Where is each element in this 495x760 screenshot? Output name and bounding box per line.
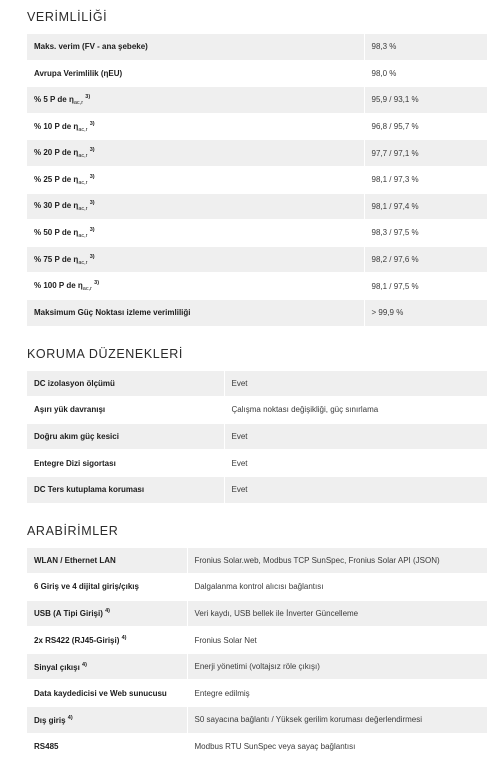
label-subscript: ac,r: [78, 233, 87, 239]
spec-value: Fronius Solar Net: [187, 627, 487, 654]
table-row: [27, 733, 487, 760]
label-text: USB (A Tipi Girişi): [34, 609, 105, 618]
spec-value: > 99,9 %: [364, 299, 487, 326]
spec-value: 98,1 / 97,3 %: [364, 166, 487, 193]
table-row: [27, 653, 487, 680]
spec-table-protection: [27, 371, 487, 504]
table-row: [27, 397, 487, 424]
spec-value: Evet: [224, 476, 487, 503]
table-row: [27, 423, 487, 450]
label-subscript: ac,r: [78, 153, 87, 159]
footnote-ref: 3): [85, 94, 90, 100]
spec-value: 97,7 / 97,1 %: [364, 140, 487, 167]
footnote-ref: 4): [82, 662, 87, 668]
footnote-ref: 3): [90, 227, 95, 233]
spec-label: Doğru akım güç kesici: [27, 423, 224, 450]
section-protection: [0, 327, 495, 504]
spec-label: Avrupa Verimlilik (ηEU): [27, 60, 364, 87]
spec-label: [27, 600, 187, 627]
spec-label: Data kaydedicisi ve Web sunucusu: [27, 680, 187, 707]
spec-value: 98,1 / 97,4 %: [364, 193, 487, 220]
spec-label: [27, 87, 364, 114]
label-text: Sinyal çıkışı: [34, 663, 82, 672]
section-title: KORUMA DÜZENEKLERİ: [27, 347, 495, 361]
spec-label: [27, 113, 364, 140]
table-row: [27, 166, 487, 193]
footnote-ref: 3): [90, 174, 95, 180]
table-row: [27, 246, 487, 273]
spec-label: [27, 627, 187, 654]
footnote-ref: 4): [68, 715, 73, 721]
footnote-ref: 3): [90, 121, 95, 127]
table-row: [27, 476, 487, 503]
spec-value: 96,8 / 95,7 %: [364, 113, 487, 140]
spec-label: WLAN / Ethernet LAN: [27, 548, 187, 574]
spec-label: [27, 246, 364, 273]
spec-value: Fronius Solar.web, Modbus TCP SunSpec, Fronius Solar API (JSON): [187, 548, 487, 574]
spec-label: [27, 140, 364, 167]
spec-value: 98,3 %: [364, 34, 487, 60]
label-subscript: ac,r: [78, 127, 87, 133]
spec-value: Çalışma noktası değişikliği, güç sınırlama: [224, 397, 487, 424]
table-row: [27, 627, 487, 654]
spec-label: [27, 193, 364, 220]
spec-value: 98,1 / 97,5 %: [364, 273, 487, 300]
section-title: ARABİRİMLER: [27, 524, 495, 538]
footnote-ref: 4): [105, 608, 110, 614]
spec-label: Aşırı yük davranışı: [27, 397, 224, 424]
label-subscript: ac,r: [78, 206, 87, 212]
spec-label: DC izolasyon ölçümü: [27, 371, 224, 397]
label-text: % 100 P de η: [34, 281, 83, 290]
spec-label: [27, 707, 187, 734]
spec-value: 95,9 / 93,1 %: [364, 87, 487, 114]
table-row: [27, 87, 487, 114]
table-row: [27, 680, 487, 707]
label-text: % 30 P de η: [34, 201, 78, 210]
footnote-ref: 3): [94, 280, 99, 286]
spec-value: Evet: [224, 371, 487, 397]
spec-table-interfaces: [27, 548, 487, 760]
spec-value: Enerji yönetimi (voltajsız röle çıkışı): [187, 653, 487, 680]
label-text: % 50 P de η: [34, 228, 78, 237]
table-row: [27, 140, 487, 167]
table-row: [27, 299, 487, 326]
label-text: % 5 P de η: [34, 95, 74, 104]
label-subscript: ac,r: [74, 100, 83, 106]
table-row: [27, 60, 487, 87]
spec-value: Dalgalanma kontrol alıcısı bağlantısı: [187, 574, 487, 601]
spec-value: Evet: [224, 450, 487, 477]
table-row: [27, 707, 487, 734]
table-row: [27, 371, 487, 397]
label-text: % 10 P de η: [34, 122, 78, 131]
spec-label: Entegre Dizi sigortası: [27, 450, 224, 477]
spec-value: 98,0 %: [364, 60, 487, 87]
spec-label: [27, 220, 364, 247]
label-text: % 20 P de η: [34, 148, 78, 157]
table-row: [27, 113, 487, 140]
spec-label: Maksimum Güç Noktası izleme verimliliği: [27, 299, 364, 326]
spec-label: 6 Giriş ve 4 dijital giriş/çıkış: [27, 574, 187, 601]
table-row: [27, 34, 487, 60]
section-title: VERİMLİLİĞİ: [27, 10, 495, 24]
table-row: [27, 600, 487, 627]
table-row: [27, 548, 487, 574]
spec-table-efficiency: [27, 34, 487, 327]
table-row: [27, 273, 487, 300]
spec-value: Entegre edilmiş: [187, 680, 487, 707]
label-text: Dış giriş: [34, 716, 68, 725]
spec-label: RS485: [27, 733, 187, 760]
footnote-ref: 3): [90, 254, 95, 260]
spec-value: Modbus RTU SunSpec veya sayaç bağlantısı: [187, 733, 487, 760]
table-row: [27, 450, 487, 477]
label-text: 2x RS422 (RJ45-Girişi): [34, 636, 122, 645]
label-text: % 25 P de η: [34, 175, 78, 184]
spec-label: [27, 653, 187, 680]
section-interfaces: [0, 504, 495, 760]
spec-label: [27, 166, 364, 193]
spec-value: S0 sayacına bağlantı / Yüksek gerilim koruması değerlendirmesi: [187, 707, 487, 734]
footnote-ref: 4): [122, 635, 127, 641]
spec-value: 98,3 / 97,5 %: [364, 220, 487, 247]
spec-value: 98,2 / 97,6 %: [364, 246, 487, 273]
footnote-ref: 3): [90, 200, 95, 206]
spec-label: DC Ters kutuplama koruması: [27, 476, 224, 503]
section-efficiency: [0, 0, 495, 327]
footnote-ref: 3): [90, 147, 95, 153]
table-row: [27, 574, 487, 601]
label-subscript: ac,r: [78, 180, 87, 186]
table-row: [27, 193, 487, 220]
label-text: % 75 P de η: [34, 255, 78, 264]
spec-label: [27, 273, 364, 300]
label-subscript: ac,r: [83, 286, 92, 292]
spec-label: Maks. verim (FV - ana şebeke): [27, 34, 364, 60]
spec-value: Evet: [224, 423, 487, 450]
table-row: [27, 220, 487, 247]
label-subscript: ac,r: [78, 260, 87, 266]
spec-value: Veri kaydı, USB bellek ile İnverter Güncelleme: [187, 600, 487, 627]
